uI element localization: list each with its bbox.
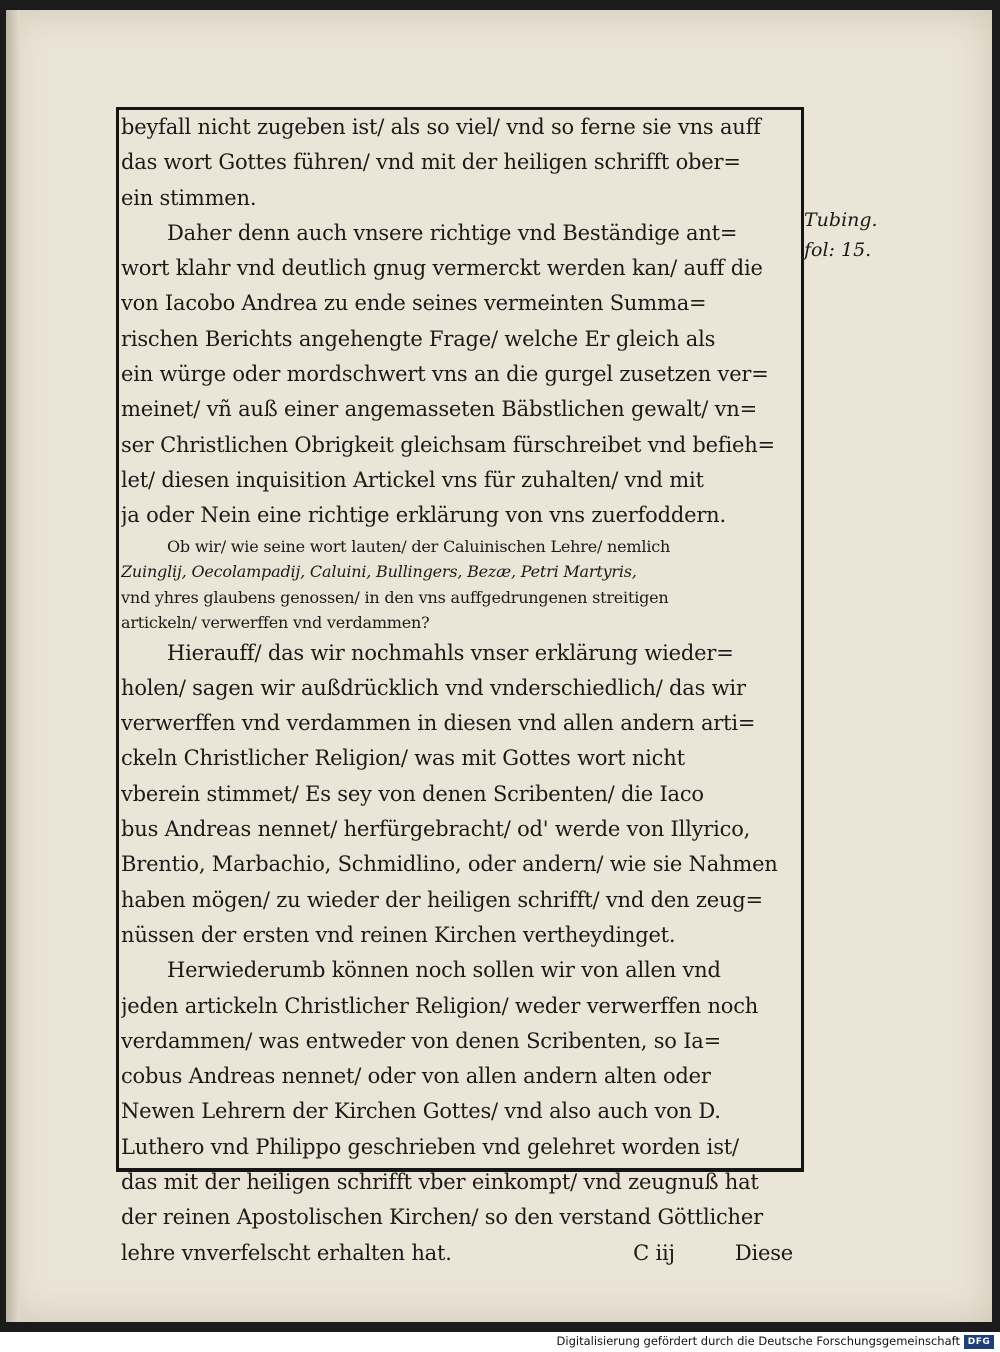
quoted-question-line: Zuinglij, Oecolampadij, Caluini, Bullingers, Bezæ, Petri Martyris, [121, 562, 637, 582]
text-line: nüssen der ersten vnd reinen Kirchen vertheydinget. [121, 922, 676, 947]
text-line: der reinen Apostolischen Kirchen/ so den verstand Göttlicher [121, 1205, 763, 1230]
quoted-question-line: artickeln/ verwerffen vnd verdammen? [121, 613, 430, 633]
text-line: ein würge oder mordschwert vns an die gurgel zusetzen ver= [121, 362, 769, 387]
printer-signature: C iij [633, 1240, 675, 1265]
text-line: von Iacobo Andrea zu ende seines vermeinten Summa= [121, 291, 707, 316]
text-line: Newen Lehrern der Kirchen Gottes/ vnd also auch von D. [121, 1099, 721, 1124]
funding-notice: Digitalisierung gefördert durch die Deutsche Forschungsgemeinschaft [556, 1334, 960, 1348]
text-line: beyfall nicht zugeben ist/ als so viel/ vnd so ferne sie vns auff [121, 115, 761, 139]
text-line: bus Andreas nennet/ herfürgebracht/ od' werde von Illyrico, [121, 817, 751, 842]
text-line: wort klahr vnd deutlich gnug vermerckt werden kan/ auff die [121, 256, 763, 281]
main-text-block [121, 110, 793, 1271]
catchword: Diese [734, 1240, 793, 1265]
text-line: vberein stimmet/ Es sey von denen Scribenten/ die Iaco [121, 781, 704, 806]
marginal-note-source: Tubing. [804, 209, 878, 231]
marginal-note-folio: fol: 15. [804, 239, 872, 261]
marginal-note [804, 205, 878, 265]
footer-bar [0, 1332, 1000, 1352]
text-line: meinet/ vñ auß einer angemasseten Bäbstlichen gewalt/ vn= [121, 397, 758, 422]
text-line: verdammen/ was entweder von denen Scribenten, so Ia= [121, 1028, 722, 1053]
text-line: holen/ sagen wir außdrücklich vnd vnderschiedlich/ das wir [121, 675, 746, 700]
text-line: cobus Andreas nennet/ oder von allen andern alten oder [121, 1064, 711, 1089]
text-line: das wort Gottes führen/ vnd mit der heiligen schrifft ober= [121, 150, 741, 175]
text-line: Daher denn auch vnsere richtige vnd Beständige ant= [167, 220, 738, 245]
last-text-line [121, 1236, 793, 1271]
page-gutter [6, 10, 20, 1322]
text-line: verwerffen vnd verdammen in diesen vnd allen andern arti= [121, 711, 756, 736]
dfg-logo-icon: DFG [964, 1335, 994, 1349]
quoted-question-line: vnd yhres glaubens genossen/ in den vns auffgedrungenen streitigen [121, 587, 669, 607]
text-line: ein stimmen. [121, 185, 257, 210]
text-line: Hierauff/ das wir nochmahls vnser erklärung wieder= [167, 640, 734, 665]
closing-text: lehre vnverfelscht erhalten hat. [121, 1240, 452, 1265]
text-line: ckeln Christlicher Religion/ was mit Gottes wort nicht [121, 746, 685, 771]
page-signatures [633, 1236, 793, 1271]
text-line: Luthero vnd Philippo geschrieben vnd gelehret worden ist/ [121, 1134, 739, 1159]
text-line: haben mögen/ zu wieder der heiligen schrifft/ vnd den zeug= [121, 887, 763, 912]
text-line: jeden artickeln Christlicher Religion/ weder verwerffen noch [121, 993, 759, 1018]
text-line: ja oder Nein eine richtige erklärung von vns zuerfoddern. [121, 503, 726, 528]
text-line: Brentio, Marbachio, Schmidlino, oder andern/ wie sie Nahmen [121, 852, 778, 877]
text-line: rischen Berichts angehengte Frage/ welche Er gleich als [121, 326, 716, 351]
quoted-question-line: Ob wir/ wie seine wort lauten/ der Caluinischen Lehre/ nemlich [167, 536, 671, 556]
text-line: das mit der heiligen schrifft vber einkompt/ vnd zeugnuß hat [121, 1170, 759, 1195]
text-line: Herwiederumb können noch sollen wir von allen vnd [167, 958, 721, 983]
text-line: ser Christlichen Obrigkeit gleichsam fürschreibet vnd befieh= [121, 432, 775, 457]
text-line: let/ diesen inquisition Artickel vns für zuhalten/ vnd mit [121, 467, 704, 492]
